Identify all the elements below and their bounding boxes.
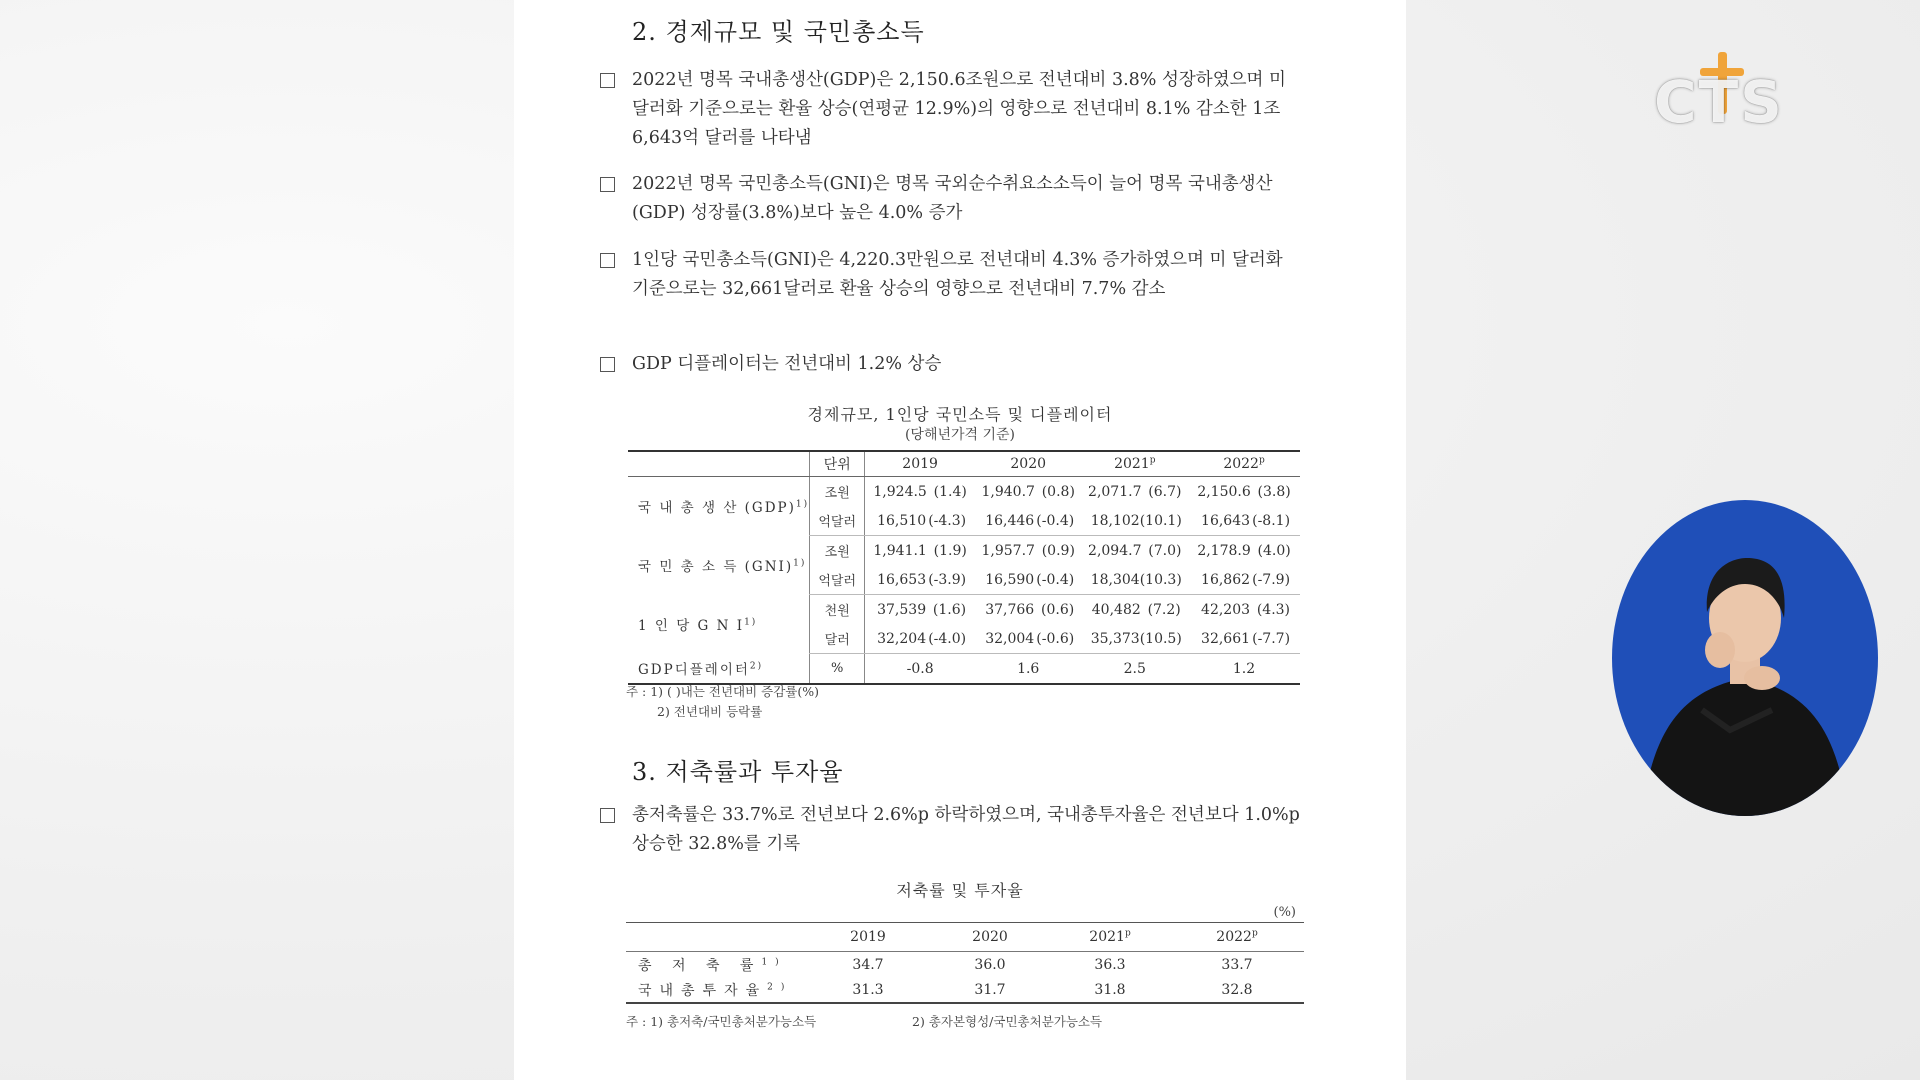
- economy-size-table: [628, 450, 1300, 685]
- table-cell: 34.7: [852, 956, 884, 973]
- bullet-gni-per-capita: 1인당 국민총소득(GNI)은 4,220.3만원으로 전년대비 4.3% 증가하였으며 미 달러화 기준으로는 32,661달러로 환율 상승의 영향으로 전년대비 7.7% 감소: [632, 246, 1304, 304]
- table2-title: 저축률 및 투자율: [896, 881, 1024, 900]
- table-cell: 16,643 (-8.1): [1188, 506, 1300, 536]
- section-3-heading: 3. 저축률과 투자율: [632, 758, 844, 786]
- table-cell: 16,510 (-4.3): [865, 506, 975, 536]
- year-header: 2021$^p$: [1050, 923, 1170, 952]
- table-cell: 32,004 (-0.6): [975, 624, 1082, 654]
- table-cell: 1,940.7 (0.8): [981, 483, 1075, 500]
- table-cell: -0.8: [865, 654, 975, 685]
- table-cell: 2,094.7 (7.0): [1088, 542, 1182, 559]
- savings-investment-table: [626, 922, 1304, 1004]
- table-cell: 37,766 (0.6): [985, 601, 1075, 618]
- year-header: 2020: [975, 451, 1082, 477]
- table-cell: 1,924.5 (1.4): [873, 483, 967, 500]
- row-label: 국내총투자율$^{2)}$: [626, 977, 806, 1003]
- year-header: 2022$^p$: [1170, 923, 1304, 952]
- row-unit: 조원: [810, 536, 865, 566]
- table-cell: 16,862 (-7.9): [1188, 565, 1300, 595]
- table1-note-1: 주 : 1) ( )내는 전년대비 증감률(%): [626, 684, 820, 699]
- table1-note-2: 2) 전년대비 등락률: [657, 704, 763, 719]
- year-header: 2019: [806, 923, 930, 952]
- table-cell: 31.3: [806, 977, 930, 1003]
- table2-unit: (%): [1273, 905, 1296, 920]
- year-header: 2022$^p$: [1188, 451, 1300, 477]
- interpreter-figure: [1612, 500, 1878, 816]
- table-cell: 36.0: [974, 956, 1006, 973]
- table-row: [628, 477, 1300, 507]
- bullet-gni: 2022년 명목 국민총소득(GNI)은 명목 국외순수취요소소득이 늘어 명목 국내총생산(GDP) 성장률(3.8%)보다 높은 4.0% 증가: [632, 170, 1304, 228]
- sign-language-interpreter-video: [1612, 500, 1878, 816]
- table-cell: 33.7: [1221, 956, 1253, 973]
- table1-title: 경제규모, 1인당 국민소득 및 디플레이터: [807, 405, 1113, 424]
- unit-header: 단위: [810, 451, 865, 477]
- checkbox-icon: [600, 357, 615, 372]
- table-cell: 1,957.7 (0.9): [981, 542, 1075, 559]
- table-header-row: [626, 923, 1304, 952]
- table-row: [626, 977, 1304, 1003]
- table-cell: 18,102(10.1): [1081, 506, 1188, 536]
- row-unit: 억달러: [810, 506, 865, 536]
- table-row: [628, 595, 1300, 625]
- table-cell: 2,150.6 (3.8): [1197, 483, 1291, 500]
- table-cell: 37,539 (1.6): [877, 601, 967, 618]
- table-cell: 31.8: [1050, 977, 1170, 1003]
- checkbox-icon: [600, 73, 615, 88]
- row-label: 국 민 총 소 득 (GNI)$^{1)}$: [638, 558, 807, 575]
- table-cell: 32,661 (-7.7): [1188, 624, 1300, 654]
- row-label: 총 저 축 률$^{1)}$: [638, 956, 787, 974]
- bullet-savings: 총저축률은 33.7%로 전년보다 2.6%p 하락하였으며, 국내총투자율은 전년보다 1.0%p 상승한 32.8%를 기록: [632, 801, 1304, 859]
- year-header: 2019: [865, 451, 975, 477]
- section-2-heading: 2. 경제규모 및 국민총소득: [632, 18, 925, 46]
- table-header-row: [628, 451, 1300, 477]
- table-cell: 2,071.7 (6.7): [1088, 483, 1182, 500]
- table-cell: 16,446 (-0.4): [975, 506, 1082, 536]
- bullet-deflator: GDP 디플레이터는 전년대비 1.2% 상승: [632, 350, 1304, 379]
- checkbox-icon: [600, 808, 615, 823]
- bullet-gdp: 2022년 명목 국내총생산(GDP)은 2,150.6조원으로 전년대비 3.8% 성장하였으며 미 달러화 기준으로는 환율 상승(연평균 12.9%)의 영향으로 전년대비 8.1% 감소한 1조 6,643억 달러를 나타냄: [632, 66, 1304, 153]
- table-cell: 1.6: [975, 654, 1082, 685]
- year-header: 2020: [930, 923, 1050, 952]
- row-label: 국 내 총 생 산 (GDP)$^{1)}$: [638, 499, 810, 517]
- table-row: [626, 952, 1304, 978]
- row-unit: 억달러: [810, 565, 865, 595]
- table-cell: 32.8: [1170, 977, 1304, 1003]
- table-cell: 40,482 (7.2): [1091, 601, 1181, 618]
- year-header: 2021$^p$: [1081, 451, 1188, 477]
- table1-subtitle: (당해년가격 기준): [904, 427, 1016, 443]
- table-cell: 31.7: [930, 977, 1050, 1003]
- table-cell: 2,178.9 (4.0): [1197, 542, 1291, 559]
- table2-note-2: 2) 총자본형성/국민총처분가능소득: [912, 1014, 1103, 1029]
- table-cell: 36.3: [1094, 956, 1126, 973]
- table-cell: 18,304(10.3): [1081, 565, 1188, 595]
- table-cell: 1,941.1 (1.9): [873, 542, 967, 559]
- row-label: GDP디플레이터$^{2)}$: [628, 654, 810, 685]
- table2-note-1: 주 : 1) 총저축/국민총처분가능소득: [626, 1014, 817, 1029]
- table-cell: 1.2: [1188, 654, 1300, 685]
- checkbox-icon: [600, 177, 615, 192]
- table-cell: 16,590 (-0.4): [975, 565, 1082, 595]
- table-row: [628, 536, 1300, 566]
- table-cell: 16,653 (-3.9): [865, 565, 975, 595]
- cts-logo: CTS: [1650, 48, 1790, 138]
- row-unit: 달러: [810, 624, 865, 654]
- row-unit: 천원: [810, 595, 865, 625]
- row-unit: %: [810, 654, 865, 685]
- row-unit: 조원: [810, 477, 865, 507]
- checkbox-icon: [600, 253, 615, 268]
- document-page: [514, 0, 1406, 1080]
- row-label: 1 인 당 G N $I^{1)}$: [638, 617, 758, 634]
- table-cell: 2.5: [1081, 654, 1188, 685]
- table-cell: 35,373(10.5): [1081, 624, 1188, 654]
- table-cell: 42,203 (4.3): [1201, 601, 1291, 618]
- table-cell: 32,204 (-4.0): [865, 624, 975, 654]
- table-row: [628, 654, 1300, 685]
